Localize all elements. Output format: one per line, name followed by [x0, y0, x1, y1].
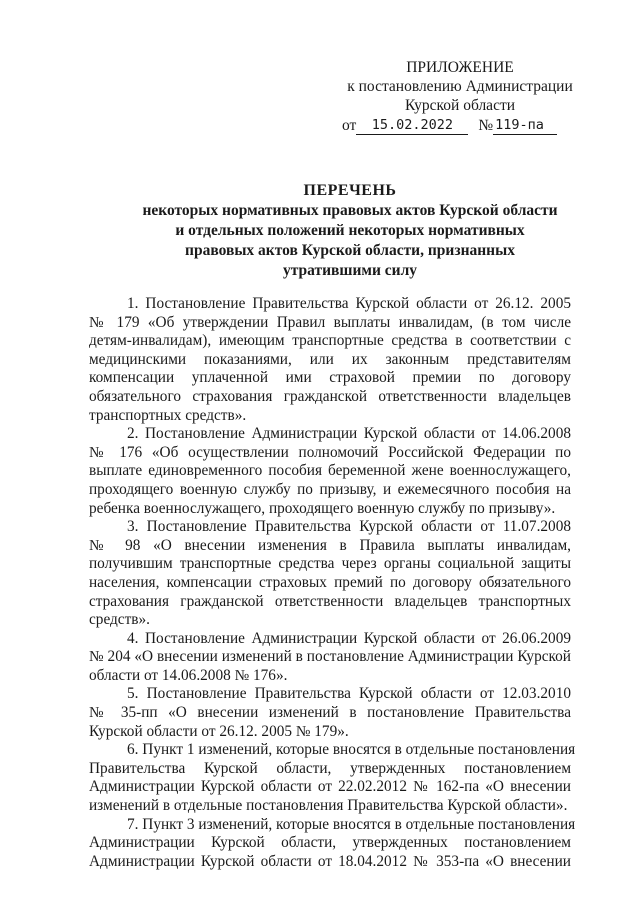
list-item-line: 6. Пункт 1 изменений, которые вносятся в отдельные постановления [127, 741, 576, 759]
appendix-resolution-line: к постановлению Администрации [347, 78, 573, 95]
appendix-reference-line [340, 116, 580, 135]
list-item-line: 1. Постановление Правительства Курской области от 26.12. 2005 [127, 295, 571, 312]
appendix-region-line: Курской области [404, 97, 516, 114]
list-item-line: средств». [89, 611, 150, 629]
list-item-line: 2. Постановление Администрации Курской области от 14.06.2008 [127, 425, 571, 443]
subtitle-line: некоторых нормативных правовых актов Курской области [142, 202, 558, 219]
subtitle-line: и отдельных положений некоторых нормативных [175, 222, 525, 239]
list-item-line: получившим транспортные средства через органы социальной защиты [89, 555, 571, 573]
document-title: ПЕРЕЧЕНЬ [303, 182, 397, 199]
list-item-line: обязательного страхования гражданской ответственности владельцев [89, 387, 571, 405]
list-item-line: Правительства Курской области, утвержденных постановлением [89, 759, 571, 777]
list-item-line: № 35-пп «О внесении изменений в постановление Правительства [89, 704, 571, 722]
list-item [89, 425, 571, 518]
list-item [89, 295, 571, 425]
list-item-line: компенсации уплаченной ими страховой премии по договору [89, 369, 571, 387]
repealed-acts-list [89, 295, 576, 871]
list-item-line: изменений в отдельные постановления Правительства Курской области». [89, 797, 568, 815]
list-item-line: транспортных средств». [89, 406, 247, 424]
list-item-line: Администрации Курской области, утвержденных постановлением [89, 834, 571, 852]
list-item [89, 518, 571, 630]
list-item-line: № 204 «О внесении изменений в постановление Администрации Курской [89, 648, 571, 666]
list-item-line: № 98 «О внесении изменения в Правила выплаты инвалидам, [89, 536, 571, 554]
resolution-number: 119-па [493, 117, 557, 135]
list-item-line: населения, компенсации страховых премий по договору обязательного [89, 573, 571, 591]
subtitle-line: утратившими силу [282, 262, 418, 279]
list-item-line: Администрации Курской области от 18.04.2012 № 353-па «О внесении [89, 852, 571, 870]
list-item-line: страхования гражданской ответственности владельцев транспортных [89, 592, 571, 610]
list-item-line: Администрации Курской области от 22.02.2012 № 162-па «О внесении [89, 778, 571, 796]
list-item-line: 3. Постановление Правительства Курской области от 11.07.2008 [127, 518, 571, 536]
resolution-date: 15.02.2022 [356, 117, 468, 135]
list-item [89, 630, 571, 686]
list-heading [100, 181, 600, 281]
list-item-line: 4. Постановление Администрации Курской области от 26.06.2009 [127, 629, 571, 647]
list-item-line: детям-инвалидам), имеющим транспортные средства в соответствии с [89, 332, 571, 350]
list-item-line: медицинскими показаниями, или их законным представителям [89, 350, 571, 368]
date-prefix: от [342, 117, 357, 134]
list-item-line: 7. Пункт 3 изменений, которые вносятся в отдельные постановления [127, 815, 576, 833]
list-item [89, 741, 576, 815]
appendix-label: ПРИЛОЖЕНИЕ [406, 59, 514, 76]
appendix-header [340, 58, 580, 135]
list-item [89, 685, 571, 741]
list-item-line: ребенка военнослужащего, проходящего военную службу по призыву». [89, 499, 556, 517]
list-item-line: 5. Постановление Правительства Курской области от 12.03.2010 [127, 685, 571, 703]
list-item-line: № 176 «Об осуществлении полномочий Российской Федерации по [89, 443, 571, 461]
document-subtitle [100, 201, 600, 281]
subtitle-line: правовых актов Курской области, признанных [185, 242, 515, 259]
number-prefix: № [478, 117, 494, 134]
list-item [89, 815, 576, 872]
list-item-line: Курской области от 26.12. 2005 № 179». [89, 722, 349, 740]
list-item-line: области от 14.06.2008 № 176». [89, 666, 288, 684]
list-item-line: выплате единовременного пособия беременной жене военнослужащего, [89, 462, 571, 480]
list-item-line: № 179 «Об утверждении Правил выплаты инвалидам, (в том числе [89, 313, 571, 331]
list-item-line: проходящего военную службу по призыву, и ежемесячного пособия на [89, 480, 571, 498]
